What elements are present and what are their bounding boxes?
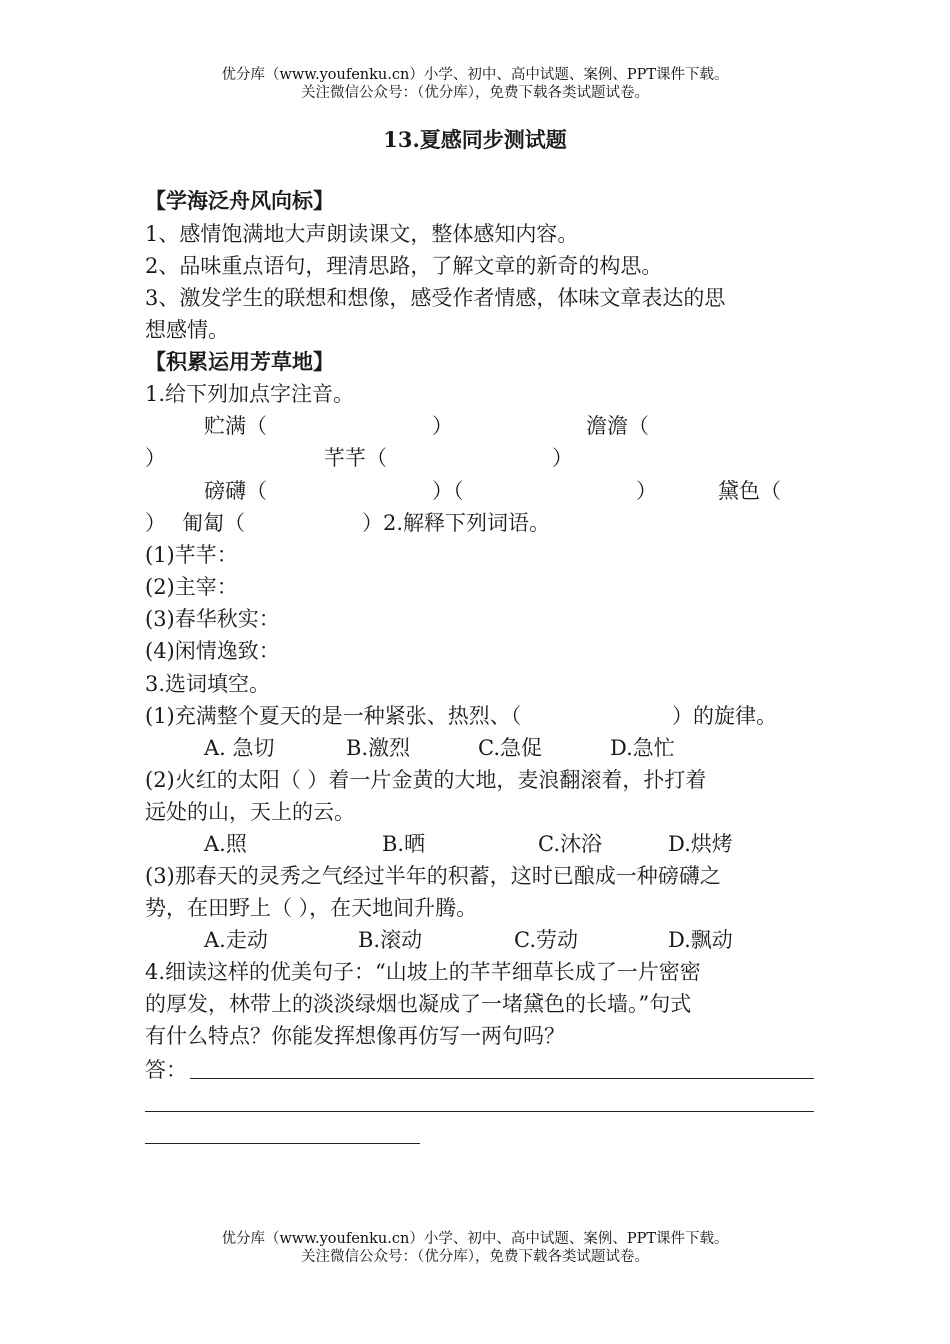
question-4-line-1: 4.细读这样的优美句子：“山坡上的芊芊细草长成了一片密密: [145, 960, 701, 984]
section-heading-exercises: 【积累运用芳草地】: [145, 349, 334, 374]
pinyin-close-paren: ）: [552, 446, 573, 470]
vocab-item-1: (1)芊芊：: [145, 543, 238, 567]
fill-sentence-2-cont: 远处的山，天上的云。: [145, 800, 355, 824]
fill-sentence-1: (1)充满整个夏天的是一种紧张、热烈、（: [145, 704, 522, 728]
pinyin-paren-pair: ）（: [432, 479, 464, 503]
vocab-item-4: (4)闲情逸致：: [145, 639, 280, 663]
option-d: D.烘烤: [668, 832, 733, 856]
objective-item-2: 2、品味重点语句，理清思路，了解文章的新奇的构思。: [145, 254, 663, 278]
vocab-item-3: (3)春华秋实：: [145, 607, 280, 631]
question-4-line-3: 有什么特点？你能发挥想像再仿写一两句吗？: [145, 1024, 565, 1048]
option-c: C.劳动: [514, 928, 578, 952]
option-c: C.沐浴: [538, 832, 602, 856]
objective-item-3-cont: 想感情。: [145, 318, 229, 342]
footer-line-2: 关注微信公众号：（优分库），免费下载各类试题试卷。: [301, 1249, 649, 1265]
pinyin-close-paren: ）: [432, 414, 453, 438]
header-line-1: 优分库（www.youfenku.cn）小学、初中、高中试题、案例、PPT课件下载。: [221, 67, 729, 83]
fill-sentence-3: (3)那春天的灵秀之气经过半年的积蓄，这时已酿成一种磅礴之: [145, 864, 721, 888]
option-b: B.滚动: [358, 928, 423, 952]
fill-sentence-3-cont: 势，在田野上（ ），在天地间升腾。: [145, 896, 478, 920]
pinyin-close-paren: ）: [636, 479, 657, 503]
pinyin-word-daise: 黛色（: [718, 479, 781, 503]
option-d: D.急忙: [610, 736, 675, 760]
footer-line-1: 优分库（www.youfenku.cn）小学、初中、高中试题、案例、PPT课件下载。: [221, 1231, 729, 1247]
page-footer: [0, 1230, 950, 1266]
option-a: A.走动: [204, 928, 268, 952]
question-4-line-2: 的厚发，林带上的淡淡绿烟也凝成了一堵黛色的长墙。”句式: [145, 992, 692, 1016]
fill-sentence-2: (2)火红的太阳（ ）着一片金黄的大地，麦浪翻滚着，扑打着: [145, 768, 707, 792]
question-1-prompt: 1.给下列加点字注音。: [145, 382, 355, 406]
question-2-prompt: ）2.解释下列词语。: [362, 511, 551, 535]
option-d: D.飘动: [668, 928, 733, 952]
answer-line-2[interactable]: [145, 1111, 814, 1112]
answer-line-3[interactable]: [145, 1143, 420, 1144]
header-line-2: 关注微信公众号：（优分库），免费下载各类试题试卷。: [301, 85, 649, 101]
pinyin-close-paren: ）: [145, 446, 166, 470]
pinyin-word-dandan: 澹澹（: [586, 414, 649, 438]
option-a: A.照: [204, 832, 247, 856]
objective-item-1: 1、感情饱满地大声朗读课文，整体感知内容。: [145, 222, 579, 246]
pinyin-close-paren: ）: [145, 511, 166, 535]
answer-label: 答：: [145, 1058, 187, 1082]
option-c: C.急促: [478, 736, 542, 760]
section-heading-objectives: 【学海泛舟风向标】: [145, 188, 334, 213]
vocab-item-2: (2)主宰：: [145, 575, 238, 599]
pinyin-word-pangbo: 磅礴（: [204, 479, 267, 503]
fill-sentence-1-end: ）的旋律。: [672, 704, 777, 728]
page-title: 13.夏感同步测试题: [383, 127, 567, 152]
objective-item-3: 3、激发学生的联想和想像，感受作者情感，体味文章表达的思: [145, 286, 726, 310]
pinyin-word-pufu: 匍匐（: [182, 511, 245, 535]
page-header-top: [0, 66, 950, 102]
option-b: B.激烈: [346, 736, 411, 760]
pinyin-word-qianqian: 芊芊（: [324, 446, 387, 470]
option-a: A. 急切: [204, 736, 275, 760]
option-b: B.晒: [382, 832, 426, 856]
pinyin-word-zhuman: 贮满（: [204, 414, 267, 438]
answer-line-1[interactable]: [190, 1078, 814, 1079]
question-3-prompt: 3.选词填空。: [145, 672, 271, 696]
